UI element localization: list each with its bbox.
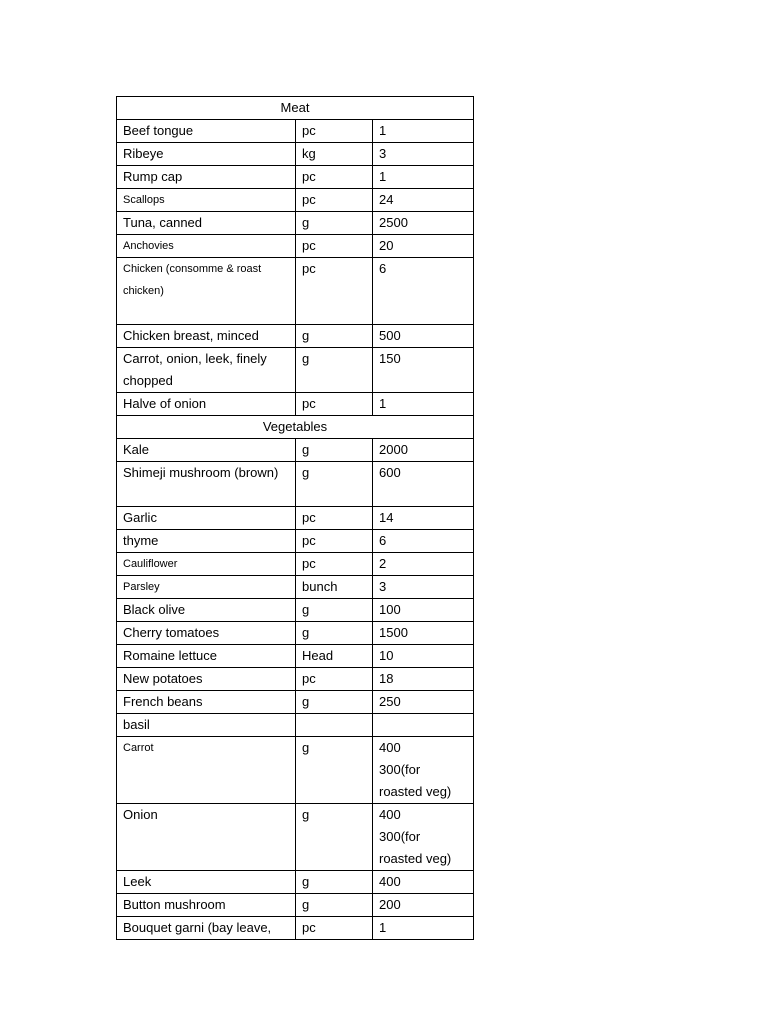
qty-cell: 500 <box>373 325 474 348</box>
unit-cell <box>296 714 373 737</box>
qty-cell: 14 <box>373 507 474 530</box>
qty-cell: 6 <box>373 258 474 325</box>
item-cell: Carrot <box>117 737 296 804</box>
item-cell: Cauliflower <box>117 553 296 576</box>
item-cell: Shimeji mushroom (brown) <box>117 462 296 507</box>
table-row <box>117 120 474 143</box>
qty-cell: 2500 <box>373 212 474 235</box>
section-header-row <box>117 97 474 120</box>
table-row <box>117 714 474 737</box>
item-cell: Romaine lettuce <box>117 645 296 668</box>
table-row <box>117 599 474 622</box>
table-row <box>117 691 474 714</box>
unit-cell: g <box>296 325 373 348</box>
item-cell: Scallops <box>117 189 296 212</box>
item-cell: basil <box>117 714 296 737</box>
item-cell: Cherry tomatoes <box>117 622 296 645</box>
item-cell: Black olive <box>117 599 296 622</box>
unit-cell: Head <box>296 645 373 668</box>
item-text: Chicken breast, minced <box>123 328 259 343</box>
unit-cell: bunch <box>296 576 373 599</box>
item-cell: Carrot, onion, leek, finely chopped <box>117 348 296 393</box>
table-row <box>117 576 474 599</box>
unit-cell: pc <box>296 235 373 258</box>
item-cell: Onion <box>117 804 296 871</box>
table-row <box>117 871 474 894</box>
table-row <box>117 348 474 393</box>
qty-cell: 10 <box>373 645 474 668</box>
qty-cell <box>373 714 474 737</box>
section-title-meat: Meat <box>117 97 474 120</box>
qty-cell: 1 <box>373 166 474 189</box>
table-row <box>117 645 474 668</box>
table-row <box>117 143 474 166</box>
qty-value: 400 <box>379 740 401 755</box>
table-row <box>117 553 474 576</box>
qty-value: 400 <box>379 807 401 822</box>
unit-cell: pc <box>296 120 373 143</box>
unit-cell: g <box>296 737 373 804</box>
item-cell <box>117 917 296 940</box>
table-row <box>117 189 474 212</box>
table-row <box>117 917 474 940</box>
item-cell: thyme <box>117 530 296 553</box>
table-row <box>117 325 474 348</box>
qty-cell: 1 <box>373 917 474 940</box>
unit-cell: pc <box>296 166 373 189</box>
qty-cell: 6 <box>373 530 474 553</box>
section-header-row <box>117 416 474 439</box>
table-row <box>117 212 474 235</box>
table-row <box>117 530 474 553</box>
unit-cell: pc <box>296 917 373 940</box>
qty-cell <box>373 737 474 804</box>
unit-cell: pc <box>296 507 373 530</box>
qty-cell: 150 <box>373 348 474 393</box>
unit-cell: g <box>296 894 373 917</box>
unit-cell: g <box>296 691 373 714</box>
unit-cell: g <box>296 462 373 507</box>
qty-cell: 20 <box>373 235 474 258</box>
qty-note: 300(for roasted veg) <box>379 762 452 799</box>
table-row <box>117 462 474 507</box>
table-row <box>117 622 474 645</box>
table-row <box>117 235 474 258</box>
unit-cell: g <box>296 599 373 622</box>
ingredients-table <box>116 96 474 940</box>
qty-cell: 200 <box>373 894 474 917</box>
unit-cell: g <box>296 212 373 235</box>
unit-cell: g <box>296 622 373 645</box>
item-cell: Kale <box>117 439 296 462</box>
unit-cell: pc <box>296 668 373 691</box>
qty-cell: 250 <box>373 691 474 714</box>
unit-cell: g <box>296 439 373 462</box>
section-title-vegetables: Vegetables <box>117 416 474 439</box>
qty-cell: 2000 <box>373 439 474 462</box>
item-cell: New potatoes <box>117 668 296 691</box>
unit-cell: g <box>296 348 373 393</box>
qty-cell: 1500 <box>373 622 474 645</box>
item-cell: Halve of onion <box>117 393 296 416</box>
qty-cell: 18 <box>373 668 474 691</box>
item-text: Bouquet garni (bay leave, <box>123 920 272 935</box>
table-row <box>117 166 474 189</box>
qty-cell: 600 <box>373 462 474 507</box>
table-row <box>117 804 474 871</box>
item-cell: Chicken (consomme & roast chicken) <box>117 258 296 325</box>
qty-cell: 100 <box>373 599 474 622</box>
item-cell: Button mushroom <box>117 894 296 917</box>
unit-cell: pc <box>296 393 373 416</box>
qty-cell: 2 <box>373 553 474 576</box>
table-row <box>117 439 474 462</box>
item-cell: French beans <box>117 691 296 714</box>
table-row <box>117 894 474 917</box>
table-row <box>117 507 474 530</box>
qty-cell <box>373 804 474 871</box>
qty-cell: 24 <box>373 189 474 212</box>
item-cell: Rump cap <box>117 166 296 189</box>
table-row <box>117 668 474 691</box>
item-cell: Parsley <box>117 576 296 599</box>
qty-cell: 3 <box>373 143 474 166</box>
unit-cell: kg <box>296 143 373 166</box>
qty-note: 300(for roasted veg) <box>379 829 452 866</box>
item-cell: Tuna, canned <box>117 212 296 235</box>
qty-cell: 1 <box>373 120 474 143</box>
unit-cell: g <box>296 804 373 871</box>
table-row <box>117 737 474 804</box>
qty-cell: 400 <box>373 871 474 894</box>
unit-cell: g <box>296 871 373 894</box>
item-cell: Leek <box>117 871 296 894</box>
unit-cell: pc <box>296 189 373 212</box>
table-row <box>117 258 474 325</box>
item-cell: Ribeye <box>117 143 296 166</box>
qty-cell: 1 <box>373 393 474 416</box>
item-cell: Anchovies <box>117 235 296 258</box>
unit-cell: pc <box>296 258 373 325</box>
item-cell: Beef tongue <box>117 120 296 143</box>
unit-cell: pc <box>296 553 373 576</box>
item-cell <box>117 325 296 348</box>
qty-cell: 3 <box>373 576 474 599</box>
unit-cell: pc <box>296 530 373 553</box>
table-row <box>117 393 474 416</box>
item-cell: Garlic <box>117 507 296 530</box>
